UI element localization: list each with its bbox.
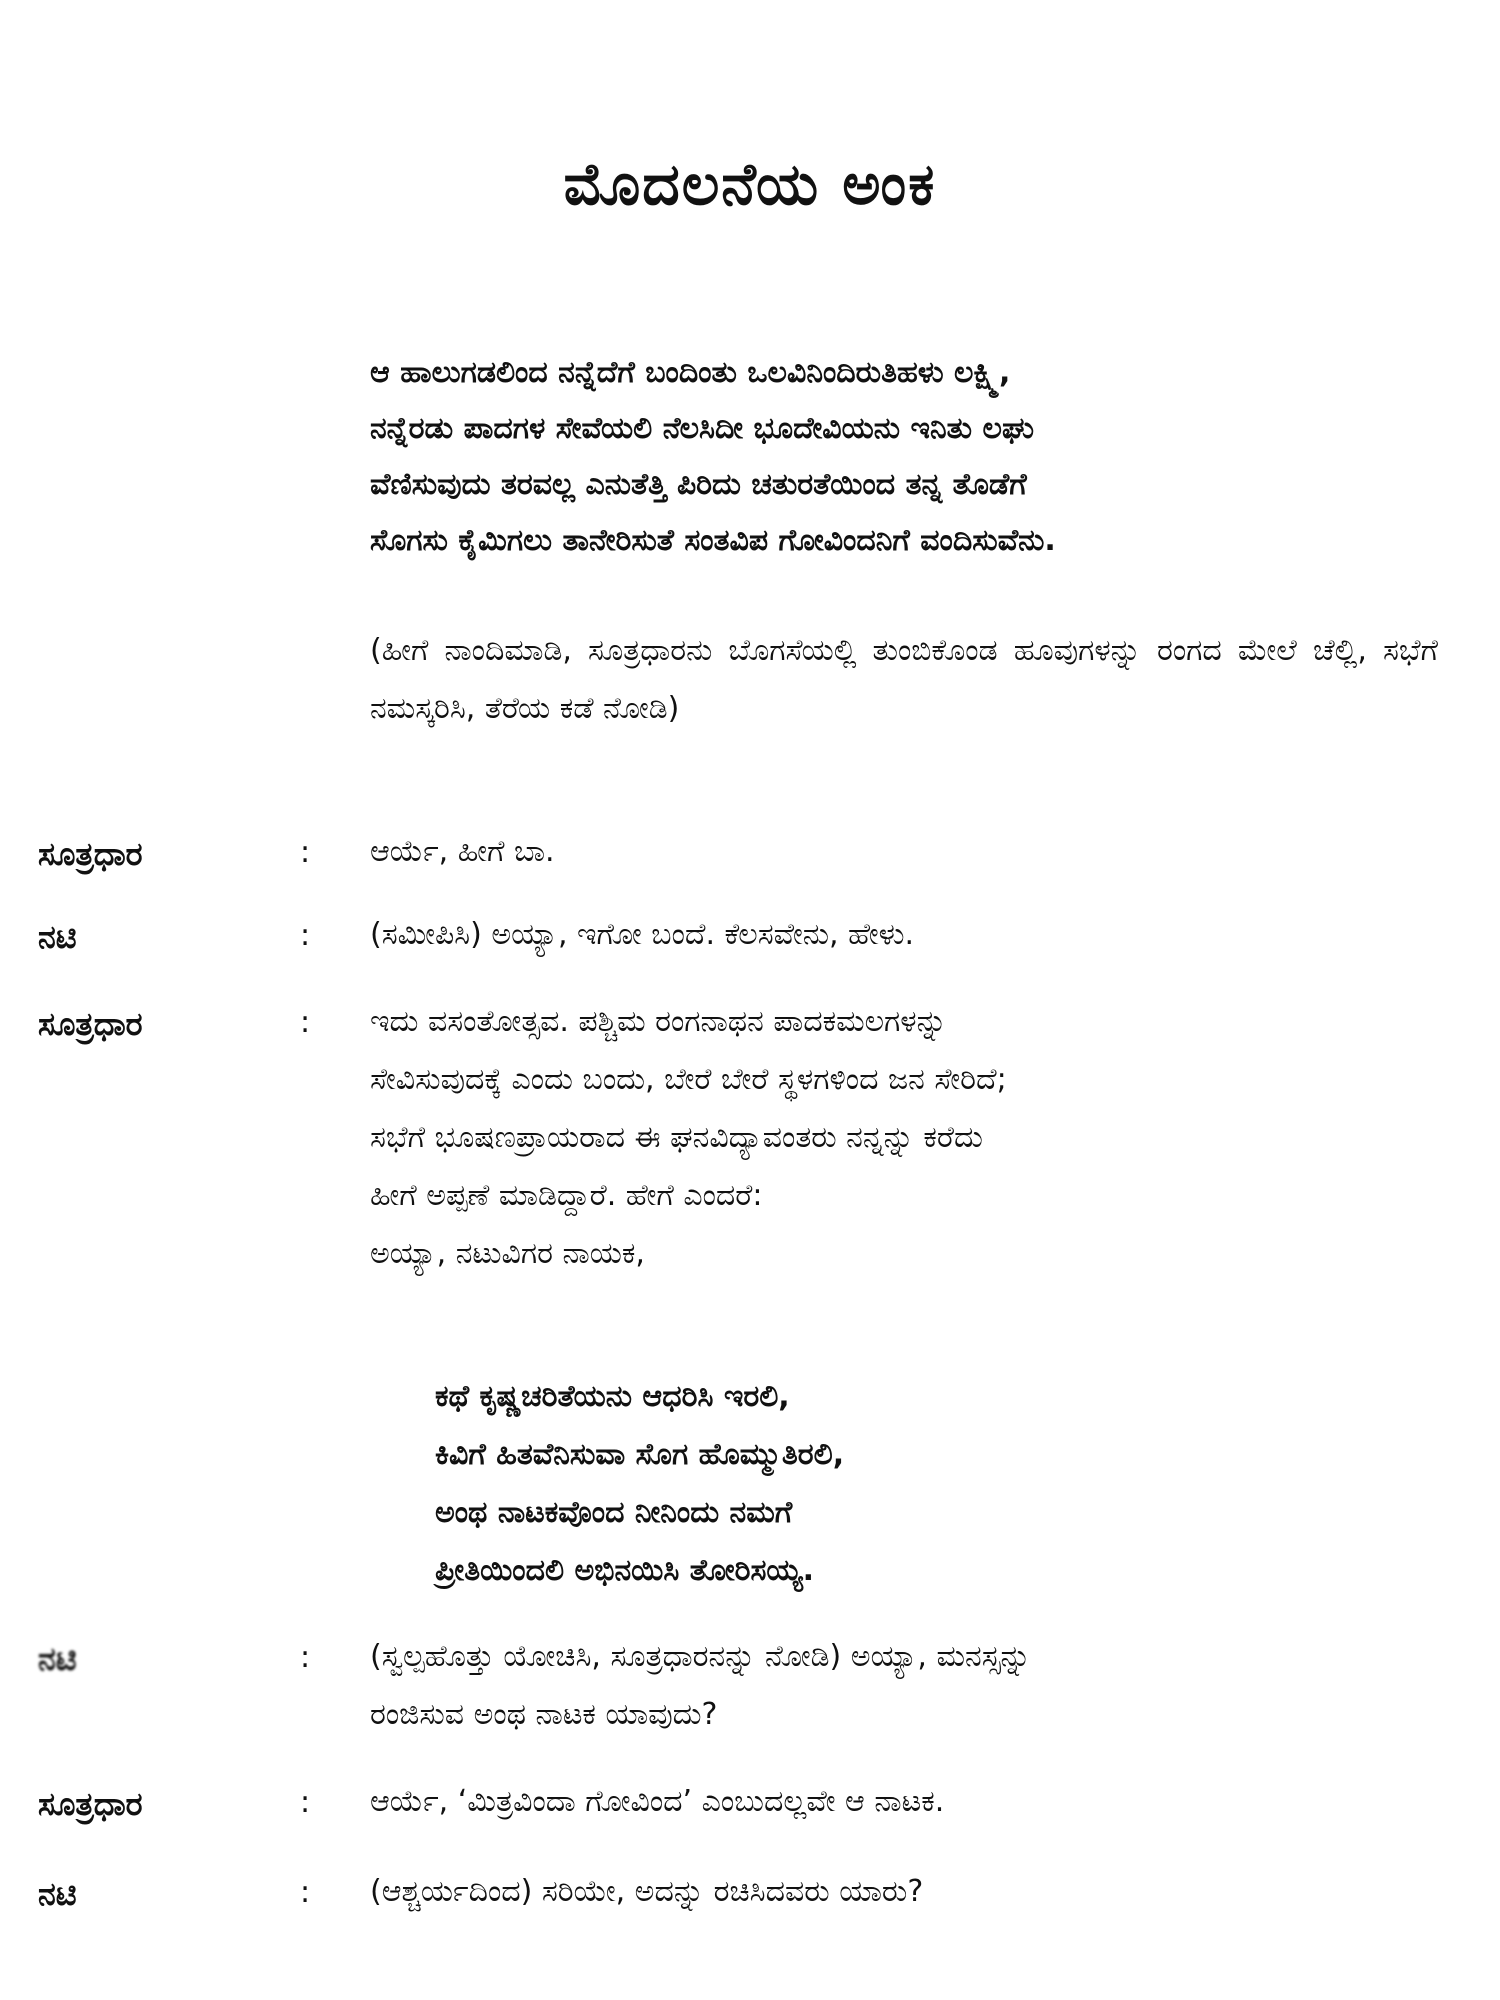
verse-line: ಕಥೆ ಕೃಷ್ಣಚರಿತೆಯನು ಆಧರಿಸಿ ಇರಲಿ,: [435, 1379, 790, 1414]
speaker-name: ಸೂತ್ರಧಾರ: [38, 1005, 143, 1043]
speaker-colon: :: [300, 1005, 311, 1040]
speech-line: ಸೇವಿಸುವುದಕ್ಕೆ ಎಂದು ಬಂದು, ಬೇರೆ ಬೇರೆ ಸ್ಥಳಗಳಿಂದ ಜನ ಸೇರಿದೆ;: [370, 1062, 1007, 1097]
speaker-name: ಸೂತ್ರಧಾರ: [38, 835, 143, 873]
speech-line: (ಸಮೀಪಿಸಿ) ಅಯ್ಯಾ, ಇಗೋ ಬಂದೆ. ಕೆಲಸವೇನು, ಹೇಳು.: [370, 917, 915, 952]
stanza-line: ವೆಣಿಸುವುದು ತರವಲ್ಲ ಎನುತೆತ್ತಿ ಪಿರಿದು ಚತುರತೆಯಿಂದ ತನ್ನ ತೊಡೆಗೆ: [370, 467, 1027, 502]
speaker-name: ಸೂತ್ರಧಾರ: [38, 1785, 143, 1823]
speech-line: ಇದು ವಸಂತೋತ್ಸವ. ಪಶ್ಚಿಮ ರಂಗನಾಥನ ಪಾದಕಮಲಗಳನ್ನು: [370, 1004, 947, 1039]
speech-line: (ಆಶ್ಚರ್ಯದಿಂದ) ಸರಿಯೇ, ಅದನ್ನು ರಚಿಸಿದವರು ಯಾರು?: [370, 1874, 924, 1909]
speaker-colon: :: [300, 918, 311, 953]
speech-text: [370, 1773, 1438, 1831]
speech-text: [370, 823, 1438, 881]
speech-line: ರಂಜಿಸುವ ಅಂಥ ನಾಟಕ ಯಾವುದು?: [370, 1697, 718, 1732]
speech-text: [370, 993, 1438, 1283]
speaker-name: ನಟಿ: [38, 1875, 77, 1913]
verse-line: ಪ್ರೀತಿಯಿಂದಲಿ ಅಭಿನಯಿಸಿ ತೋರಿಸಯ್ಯ.: [435, 1553, 815, 1588]
speech-line: ಅಯ್ಯಾ, ನಟುವಿಗರ ನಾಯಕ,: [370, 1236, 645, 1271]
speech-line: ಸಭೆಗೆ ಭೂಷಣಪ್ರಾಯರಾದ ಈ ಘನವಿದ್ಯಾವಂತರು ನನ್ನನ್ನು ಕರೆದು: [370, 1120, 983, 1155]
speaker-colon: :: [300, 1640, 311, 1675]
verse-line: ಅಂಥ ನಾಟಕವೊಂದ ನೀನಿಂದು ನಮಗೆ: [435, 1495, 793, 1530]
speech-line: (ಸ್ವಲ್ಪಹೊತ್ತು ಯೋಚಿಸಿ, ಸೂತ್ರಧಾರನನ್ನು ನೋಡಿ) ಅಯ್ಯಾ, ಮನಸ್ಸನ್ನು: [370, 1639, 1031, 1674]
stanza-line: ಸೊಗಸು ಕೈಮಿಗಲು ತಾನೇರಿಸುತೆ ಸಂತವಿಪ ಗೋವಿಂದನಿಗೆ ವಂದಿಸುವೆನು.: [370, 523, 1056, 558]
stanza-line: ಆ ಹಾಲುಗಡಲಿಂದ ನನ್ನೆದೆಗೆ ಬಂದಿಂತು ಒಲವಿನಿಂದಿರುತಿಹಳು ಲಕ್ಷ್ಮಿ,: [370, 355, 1011, 390]
speech-line: ಆರ್ಯೆ, ‘ಮಿತ್ರವಿಂದಾ ಗೋವಿಂದ’ ಎಂಬುದಲ್ಲವೇ ಆ ನಾಟಕ.: [370, 1784, 945, 1819]
speech-line: ಹೀಗೆ ಅಪ್ಪಣೆ ಮಾಡಿದ್ದಾರೆ. ಹೇಗೆ ಎಂದರೆ:: [370, 1178, 763, 1213]
speech-text: [370, 1863, 1438, 1921]
speaker-colon: :: [300, 1875, 311, 1910]
page-title: ಮೊದಲನೆಯ ಅಂಕ: [563, 150, 937, 218]
verse-line: ಕಿವಿಗೆ ಹಿತವೆನಿಸುವಾ ಸೊಗ ಹೊಮ್ಮುತಿರಲಿ,: [435, 1437, 845, 1472]
stanza-line: ನನ್ನೆರಡು ಪಾದಗಳ ಸೇವೆಯಲಿ ನೆಲಸಿದೀ ಭೂದೇವಿಯನು ಇನಿತು ಲಘು: [370, 411, 1035, 446]
speech-text: [370, 906, 1438, 964]
speech-line: ಆರ್ಯೆ, ಹೀಗೆ ಬಾ.: [370, 834, 555, 869]
speaker-colon: :: [300, 1785, 311, 1820]
stage-direction: (ಹೀಗೆ ನಾಂದಿಮಾಡಿ, ಸೂತ್ರಧಾರನು ಬೊಗಸೆಯಲ್ಲಿ ತುಂಬಿಕೊಂಡ ಹೂವುಗಳನ್ನು ರಂಗದ ಮೇಲೆ ಚೆಲ್ಲಿ, ಸಭೆಗೆ ನಮಸ್ಕರಿಸಿ, ತೆರೆಯ ಕಡೆ ನೋಡಿ): [370, 633, 1438, 726]
speech-text: [370, 1628, 1438, 1744]
opening-stanza: [370, 345, 1438, 569]
speaker-name: ನಟಿ: [38, 918, 77, 956]
speaker-name: ನಟಿ: [38, 1640, 77, 1678]
speaker-colon: :: [300, 835, 311, 870]
verse-block: [435, 1368, 844, 1600]
